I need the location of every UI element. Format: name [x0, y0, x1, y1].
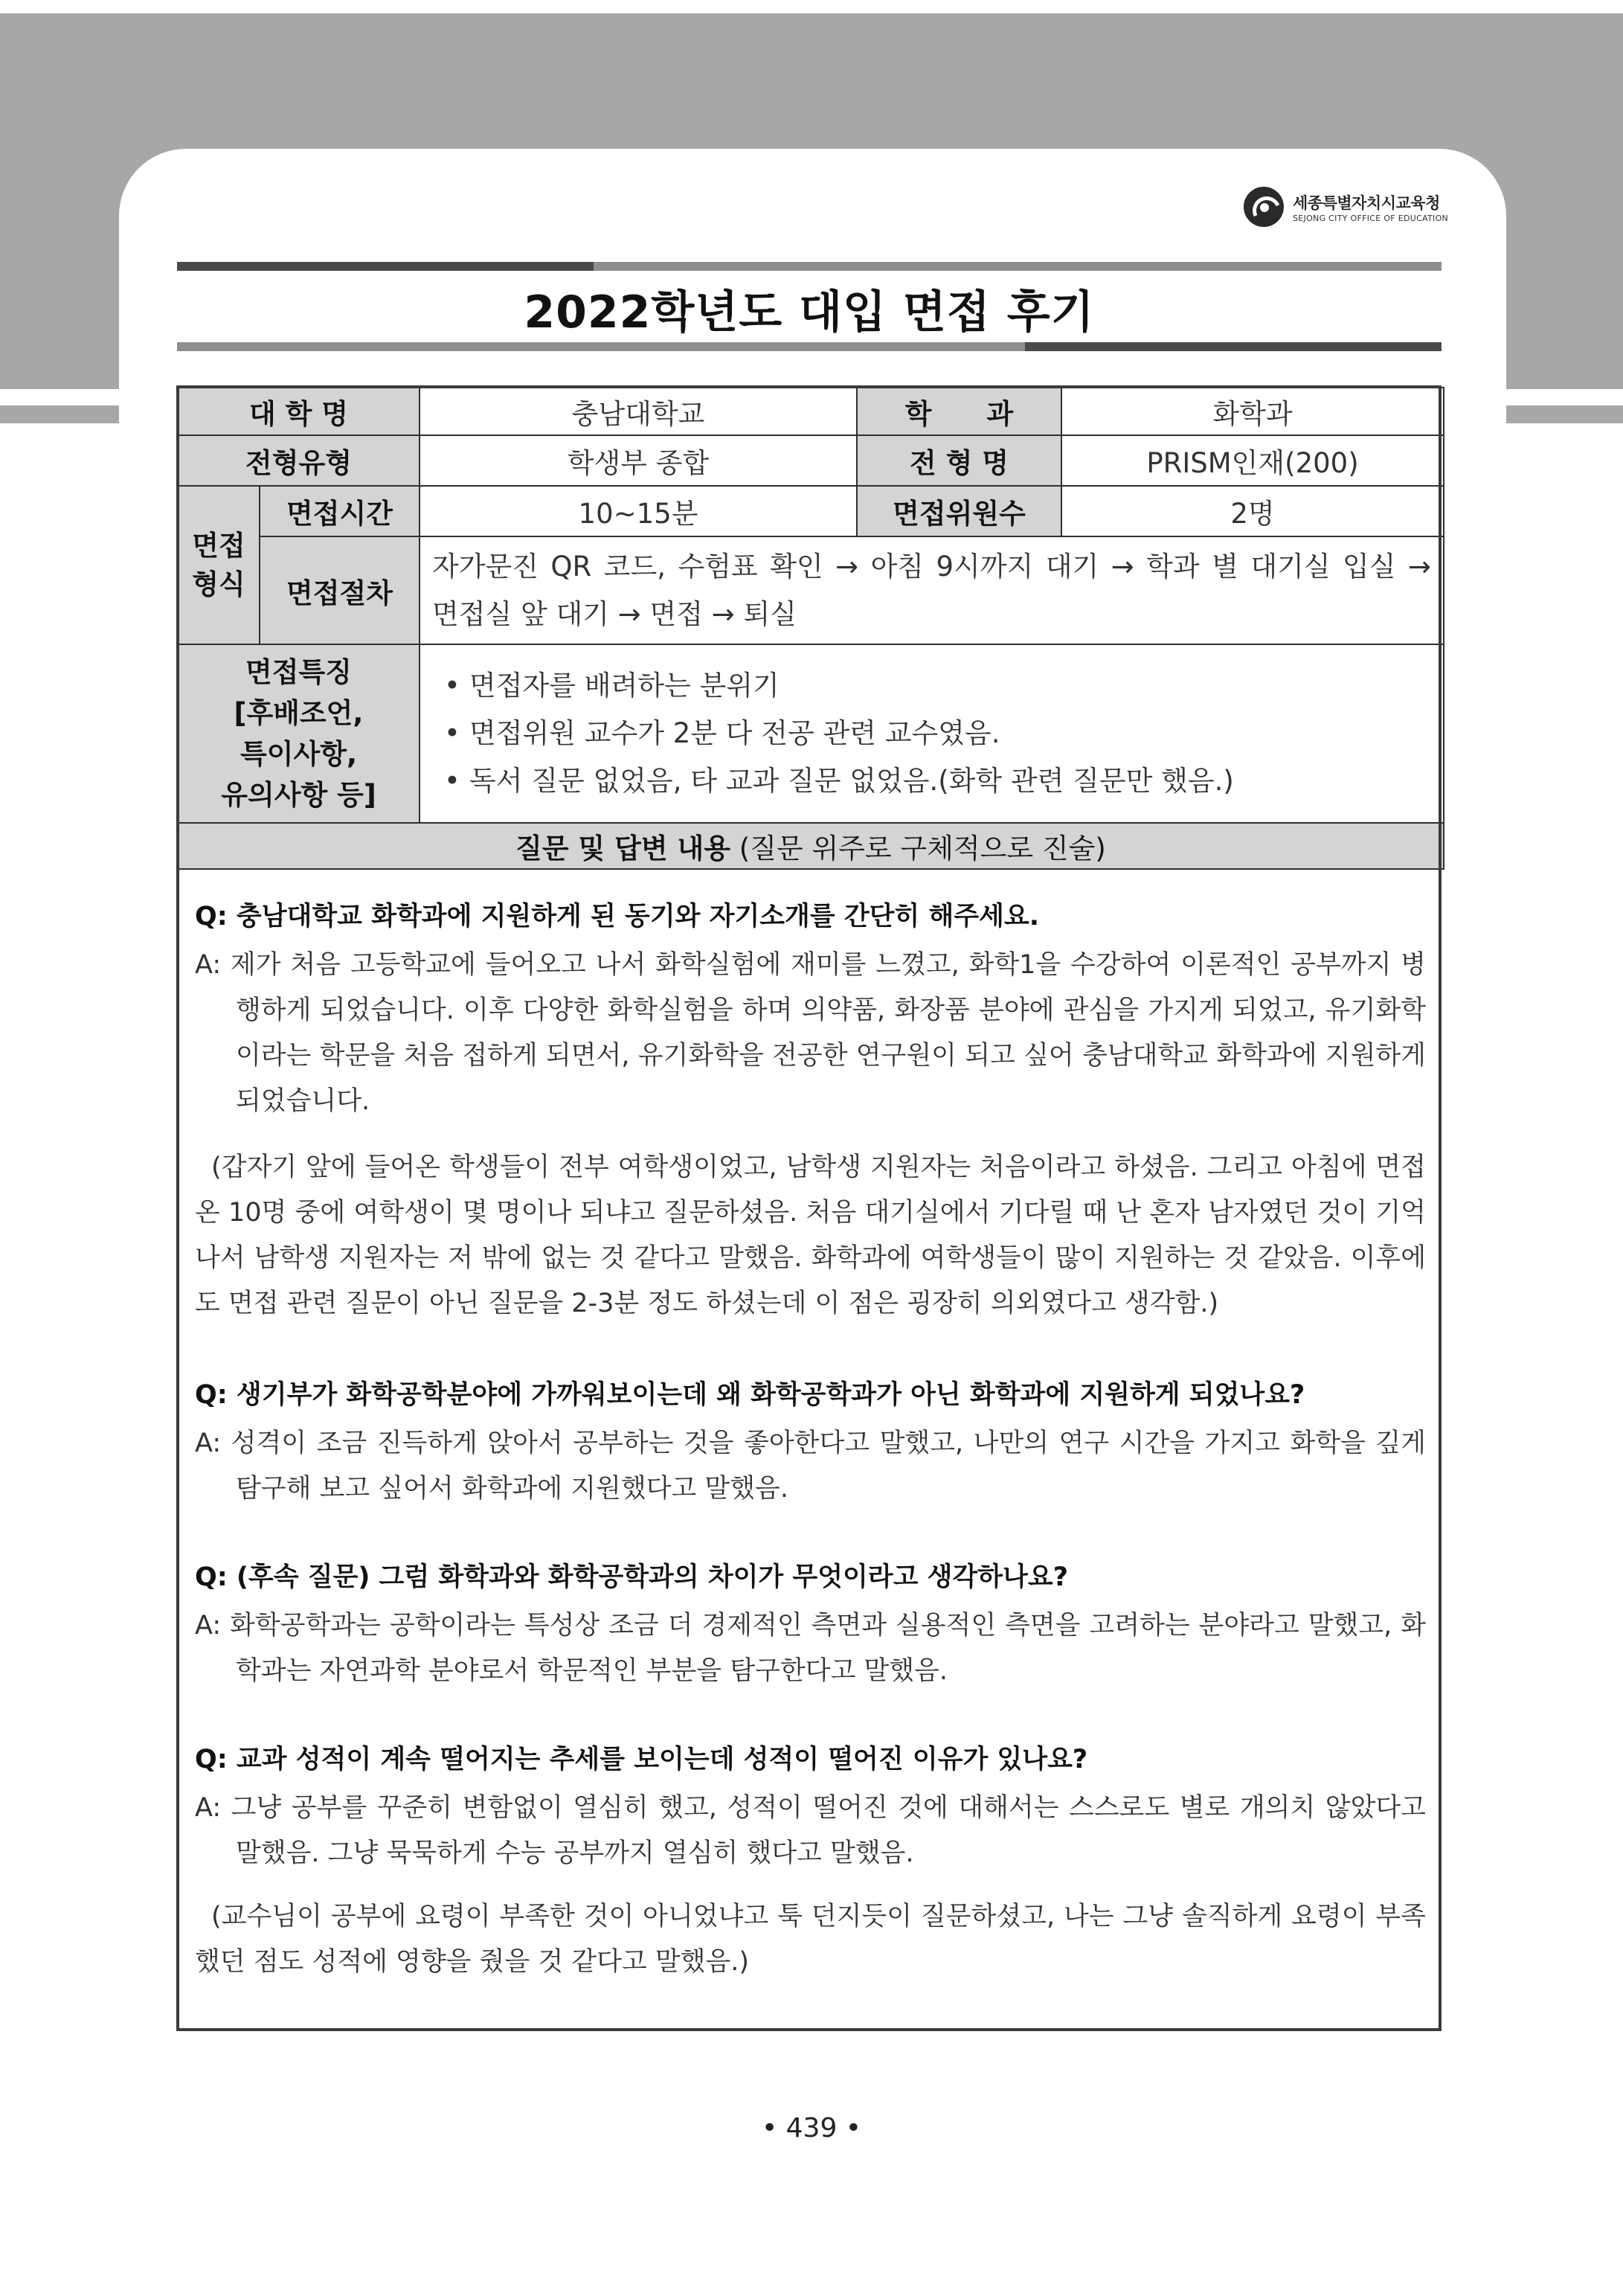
admission-name-label: 전 형 명	[857, 435, 1061, 486]
qa-section-header	[178, 823, 1444, 869]
answer: A: 제가 처음 고등학교에 들어오고 나서 화학실험에 재미를 느꼈고, 화학1을 수강하여 이론적인 공부까지 병행하게 되었습니다. 이후 다양한 화학실험을 하며 의약품, 화장품 분야에 관심을 가지게 되었고, 유기화학이라는 학문을 처음 접하게 되면서, 유기화학을 전공한 연구원이 되고 싶어 충남대학교 화학과에 지원하게 되었습니다.	[195, 950, 1426, 1116]
question: Q: 충남대학교 화학과에 지원하게 된 동기와 자기소개를 간단히 해주세요.	[195, 902, 1040, 931]
qa-header-bold: 질문 및 답변 내용	[515, 833, 730, 865]
question: Q: (후속 질문) 그럼 화학과와 화학공학과의 차이가 무엇이라고 생각하나요?	[195, 1562, 1069, 1592]
interviewers-label: 면접위원수	[857, 486, 1061, 536]
answer-note: (갑자기 앞에 들어온 학생들이 전부 여학생이었고, 남학생 지원자는 처음이라고 하셨음. 그리고 아침에 면접 온 10명 중에 여학생이 몇 명이나 되냐고 질문하셨음. 처음 대기실에서 기다릴 때 난 혼자 남자였던 것이 기억나서 남학생 지원자는 저 밖에 없는 것 같다고 말했음. 화학과에 여학생들이 많이 지원하는 것 같았음. 이후에도 면접 관련 질문이 아닌 질문을 2-3분 정도 하셨는데 이 점은 굉장히 의외였다고 생각함.)	[195, 1152, 1426, 1318]
page-title: 2022학년도 대입 면접 후기	[524, 286, 1095, 339]
title-rule-bottom	[177, 342, 1442, 351]
logo-english-name: SEJONG CITY OFFICE OF EDUCATION	[1293, 213, 1449, 223]
admission-name-value: PRISM인재(200)	[1061, 435, 1444, 486]
qa-block-4	[195, 1737, 1426, 1985]
university-label: 대 학 명	[178, 388, 420, 435]
procedure-line-1: 자가문진 QR 코드, 수험표 확인 → 아침 9시까지 대기 → 학과 별 대기실 입실 →	[432, 550, 1431, 583]
feature-item: • 면접위원 교수가 2분 다 전공 관련 교수였음.	[443, 710, 1421, 757]
format-label: 면접 형식	[178, 486, 260, 644]
features-value	[420, 644, 1444, 823]
admission-type-value: 학생부 종합	[420, 435, 857, 486]
features-list	[426, 652, 1437, 815]
university-value: 충남대학교	[420, 388, 857, 435]
feature-item: • 면접자를 배려하는 분위기	[443, 662, 1421, 710]
department-value: 화학과	[1061, 388, 1444, 435]
qa-block-3	[195, 1555, 1426, 1694]
procedure-value	[420, 536, 1444, 644]
time-value: 10~15분	[420, 486, 857, 536]
answer: A: 성격이 조금 진득하게 앉아서 공부하는 것을 좋아한다고 말했고, 나만의 연구 시간을 가지고 화학을 깊게 탐구해 보고 싶어서 화학과에 지원했다고 말했음.	[195, 1428, 1426, 1504]
answer: A: 화학공학과는 공학이라는 특성상 조금 더 경제적인 측면과 실용적인 측면을 고려하는 분야라고 말했고, 화학과는 자연과학 분야로서 학문적인 부분을 탐구한다고 말했음.	[195, 1611, 1426, 1686]
logo	[1244, 186, 1448, 228]
info-table	[177, 387, 1444, 870]
title-rule-top	[177, 262, 1442, 271]
page-number: • 439 •	[761, 2113, 862, 2143]
top-white-line	[0, 0, 1623, 13]
answer: A: 그냥 공부를 꾸준히 변함없이 열심히 했고, 성적이 떨어진 것에 대해서는 스스로도 별로 개의치 않았다고 말했음. 그냥 묵묵하게 수능 공부까지 열심히 했다고 말했음.	[195, 1793, 1426, 1868]
logo-text	[1293, 191, 1448, 223]
answer-note: (교수님이 공부에 요령이 부족한 것이 아니었냐고 툭 던지듯이 질문하셨고, 나는 그냥 솔직하게 요령이 부족했던 점도 성적에 영향을 줬을 것 같다고 말했음.)	[195, 1902, 1426, 1977]
department-label: 학 과	[857, 388, 1061, 435]
features-label: 면접특징 [후배조언, 특이사항, 유의사항 등]	[178, 644, 420, 823]
procedure-line-2: 면접실 앞 대기 → 면접 → 퇴실	[432, 597, 797, 630]
logo-korean-name: 세종특별자치시교육청	[1293, 193, 1440, 212]
procedure-label: 면접절차	[260, 536, 420, 644]
time-label: 면접시간	[260, 486, 420, 536]
interviewers-value: 2명	[1061, 486, 1444, 536]
feature-item: • 독서 질문 없었음, 타 교과 질문 없었음.(화학 관련 질문만 했음.)	[443, 757, 1421, 805]
qa-header-note: (질문 위주로 구체적으로 진술)	[730, 833, 1106, 865]
qa-block-1	[195, 894, 1426, 1327]
admission-type-label: 전형유형	[178, 435, 420, 486]
left-side-bar	[0, 405, 119, 423]
sejong-emblem-icon	[1244, 187, 1284, 227]
question: Q: 생기부가 화학공학분야에 가까워보이는데 왜 화학공학과가 아닌 화학과에 지원하게 되었나요?	[195, 1380, 1305, 1410]
question: Q: 교과 성적이 계속 떨어지는 추세를 보이는데 성적이 떨어진 이유가 있나요?	[195, 1745, 1088, 1774]
qa-block-2	[195, 1373, 1426, 1512]
right-side-bar	[1506, 405, 1623, 423]
